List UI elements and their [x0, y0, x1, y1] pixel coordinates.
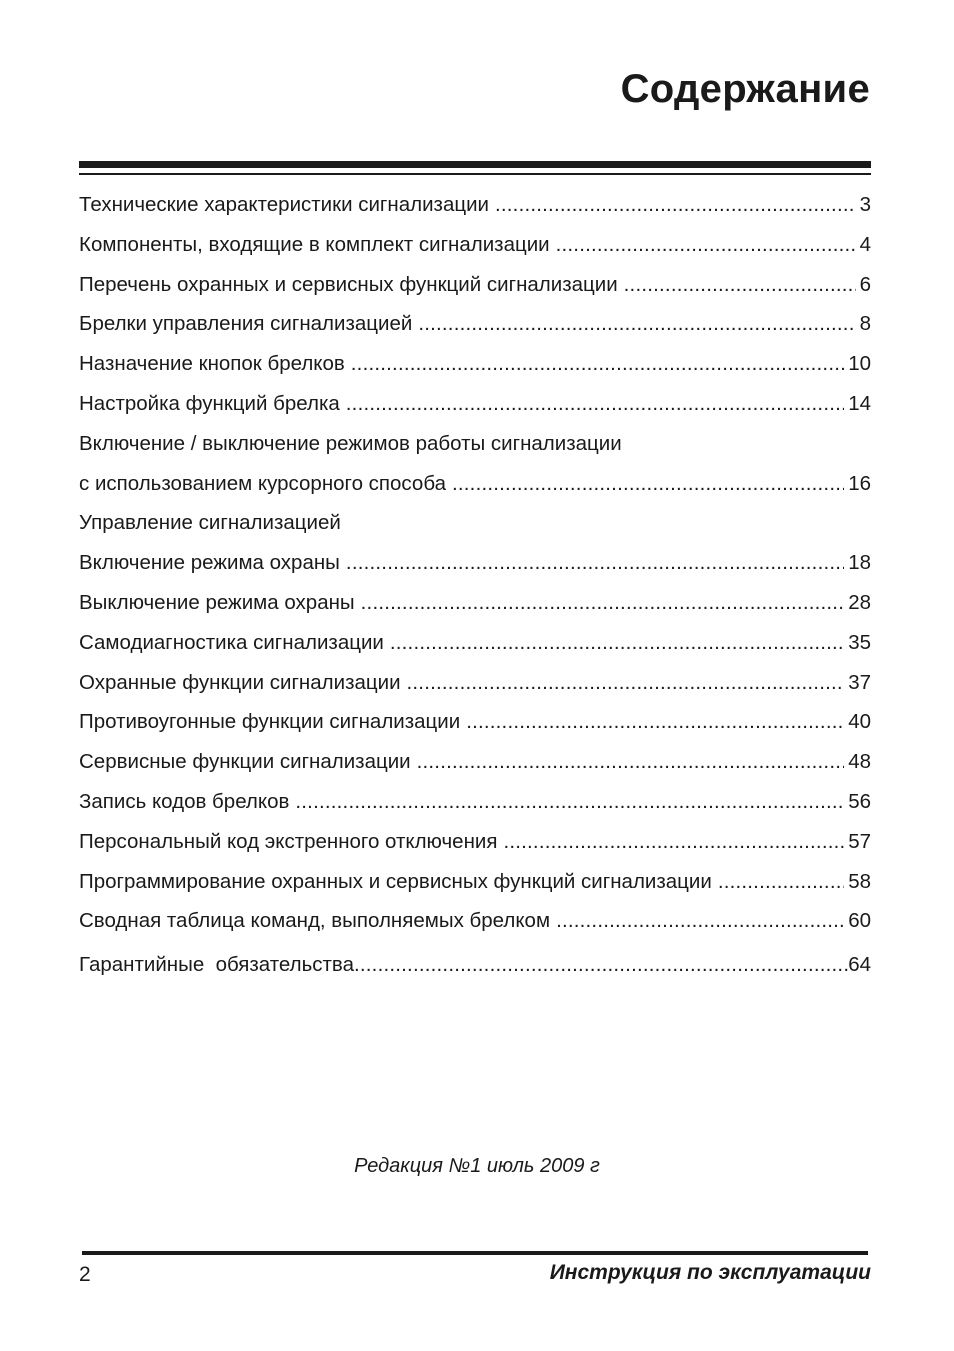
toc-entry-title: Программирование охранных и сервисных функций сигнализации: [79, 869, 712, 893]
toc-entry: [79, 742, 871, 782]
toc-leader-dots: [361, 583, 845, 623]
toc-leader-dots: [295, 782, 844, 822]
toc-entry: [79, 185, 871, 225]
toc-leader-dots: [351, 344, 844, 384]
toc-entry: [79, 822, 871, 862]
toc-entry-title: Настройка функций брелка: [79, 391, 340, 415]
toc-entry: [79, 384, 871, 424]
toc-entry: [79, 583, 871, 623]
toc-entry: [79, 225, 871, 265]
toc-entry-title: Включение / выключение режимов работы сигнализации: [79, 431, 622, 455]
toc-entry-page: 58: [848, 869, 871, 893]
toc-entry: [79, 663, 871, 703]
toc-entry: [79, 543, 871, 583]
edition-note: Редакция №1 июль 2009 г: [354, 1155, 600, 1177]
toc-entry-page: 48: [848, 750, 871, 774]
toc-entry-title: Перечень охранных и сервисных функций сигнализации: [79, 272, 618, 296]
toc-entry-heading: [79, 503, 871, 543]
toc-entry-page: 37: [848, 670, 871, 694]
toc-leader-dots: [466, 702, 844, 742]
toc-entry: [79, 702, 871, 742]
toc-leader-dots: [390, 623, 844, 663]
toc-entry-page: 18: [848, 551, 871, 575]
toc-entry-title: Брелки управления сигнализацией: [79, 312, 413, 336]
toc-entry-page: 16: [848, 471, 871, 495]
toc-leader-dots: [407, 663, 845, 703]
toc-leader-dots: [354, 945, 848, 985]
toc-entry: [79, 304, 871, 344]
toc-leader-dots: [503, 822, 844, 862]
toc-entry-page: 10: [848, 352, 871, 376]
toc-entry-page: 56: [848, 789, 871, 813]
toc-entry-title: Персональный код экстренного отключения: [79, 829, 498, 853]
toc-entry: [79, 623, 871, 663]
toc-leader-dots: [452, 464, 844, 504]
toc-leader-dots: [417, 742, 845, 782]
toc-entry-page: 64: [848, 953, 871, 977]
toc-entry-title: Гарантийные обязательства: [79, 953, 354, 977]
toc-leader-dots: [346, 543, 844, 583]
page-number: 2: [79, 1263, 91, 1286]
toc-leader-dots: [624, 265, 856, 305]
toc-entry: [79, 862, 871, 902]
toc-leader-dots: [495, 185, 856, 225]
toc-entry-page: 57: [848, 829, 871, 853]
toc-entry-title: Охранные функции сигнализации: [79, 670, 401, 694]
toc-entry: [79, 464, 871, 504]
toc-leader-dots: [556, 901, 844, 941]
toc-entry-page: 35: [848, 630, 871, 654]
toc-entry-title: Назначение кнопок брелков: [79, 352, 345, 376]
toc-entry: [79, 782, 871, 822]
toc-entry-title: Компоненты, входящие в комплект сигнализации: [79, 232, 550, 256]
toc-leader-dots: [556, 225, 856, 265]
toc-entry-title: Противоугонные функции сигнализации: [79, 710, 461, 734]
toc-entry-title: Запись кодов брелков: [79, 789, 290, 813]
toc-entry: [79, 265, 871, 305]
toc-entry-page: 60: [848, 909, 871, 933]
toc-entry-title: с использованием курсорного способа: [79, 471, 446, 495]
toc-entry-heading: [79, 424, 871, 464]
toc-leader-dots: [718, 862, 844, 902]
toc-entry-page: 6: [859, 272, 871, 296]
footer-divider: [82, 1251, 868, 1255]
toc-entry: [79, 901, 871, 941]
footer-document-title: Инструкция по эксплуатации: [549, 1261, 871, 1284]
toc-entry-page: 28: [848, 590, 871, 614]
toc-leader-dots: [418, 304, 855, 344]
toc-entry-title: Самодиагностика сигнализации: [79, 630, 384, 654]
toc-entry-title: Управление сигнализацией: [79, 511, 341, 535]
toc-entry-page: 3: [859, 193, 871, 216]
toc-entry-page: 4: [859, 232, 871, 256]
toc-entry-title: Выключение режима охраны: [79, 590, 355, 614]
toc-entry-title: Включение режима охраны: [79, 551, 340, 575]
toc-entry-page: 40: [848, 710, 871, 734]
table-of-contents: [79, 185, 871, 985]
toc-entry-title: Технические характеристики сигнализации: [79, 193, 489, 216]
toc-entry: [79, 945, 871, 985]
toc-entry: [79, 344, 871, 384]
toc-leader-dots: [346, 384, 844, 424]
toc-entry-page: 8: [859, 312, 871, 336]
title-divider-thick: [79, 161, 871, 168]
page-title: Содержание: [620, 67, 870, 111]
toc-entry-title: Сервисные функции сигнализации: [79, 750, 411, 774]
toc-entry-title: Сводная таблица команд, выполняемых брелком: [79, 909, 551, 933]
title-divider-thin: [79, 173, 871, 175]
toc-entry-page: 14: [848, 391, 871, 415]
